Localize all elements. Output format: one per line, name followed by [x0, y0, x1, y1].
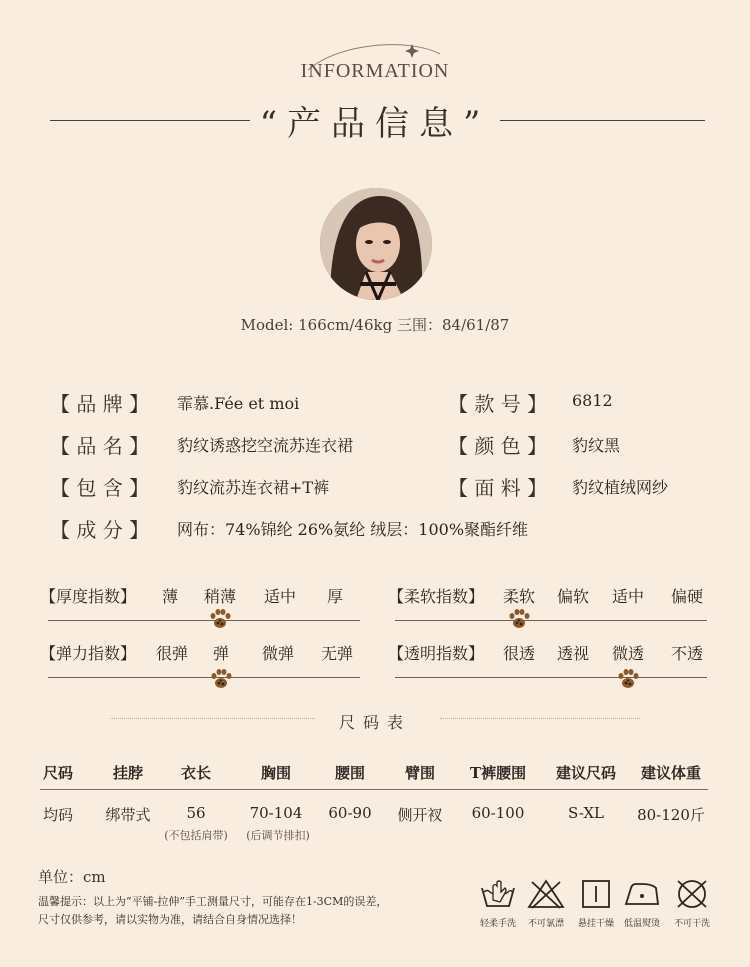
table-header: 建议体重 [640, 764, 701, 782]
thickness-option: 适中 [263, 587, 296, 606]
transparency-scale-line [395, 677, 707, 678]
unit-label: 单位：cm [38, 868, 106, 886]
table-header: T裤腰围 [469, 764, 527, 782]
name-value: 豹纹诱惑挖空流苏连衣裙 [177, 436, 354, 455]
table-title-divider-right [440, 718, 640, 719]
includes-value: 豹纹流苏连衣裙+T裤 [177, 478, 330, 497]
table-header: 胸围 [260, 764, 291, 782]
softness-option: 适中 [611, 587, 644, 606]
table-header: 建议尺码 [555, 764, 616, 782]
includes-label: 【 包 含 】 [50, 476, 150, 500]
elasticity-scale-line [48, 677, 360, 678]
care-label: 低温熨烫 [623, 919, 660, 929]
elasticity-option: 无弹 [320, 644, 353, 663]
length-note: (不包括肩带) [164, 829, 228, 842]
table-header: 衣长 [180, 764, 211, 782]
tip-text: 尺寸仅供参考，请以实物为准，请结合自身情况选择！ [38, 913, 302, 926]
thickness-index-label: 【厚度指数】 [40, 587, 137, 606]
composition-value: 网布：74%锦纶 26%氨纶 绒层：100%聚酯纤维 [177, 520, 529, 539]
care-label: 不可氯漂 [527, 919, 564, 929]
section-title-en: INFORMATION [300, 60, 450, 82]
hang-dry-icon [576, 878, 616, 910]
elasticity-index-label: 【弹力指数】 [40, 644, 137, 663]
style-no-value: 6812 [572, 391, 613, 410]
thickness-option: 厚 [326, 587, 343, 606]
low-iron-icon [622, 878, 662, 910]
no-bleach-icon [526, 878, 566, 910]
hand-wash-icon [478, 878, 518, 910]
model-avatar [320, 188, 432, 300]
table-cell: 侧开衩 [397, 806, 443, 824]
tip-text: 温馨提示：以上为“平铺-拉伸”手工测量尺寸，可能存在1-3CM的误差， [38, 895, 388, 908]
softness-option: 柔软 [502, 587, 535, 606]
paw-marker-icon [507, 607, 531, 631]
paw-marker-icon [209, 667, 233, 691]
table-header: 臂围 [404, 764, 435, 782]
brand-label: 【 品 牌 】 [50, 392, 150, 416]
table-header: 尺码 [42, 764, 73, 782]
color-label: 【 颜 色 】 [448, 434, 548, 458]
elasticity-option: 微弹 [261, 644, 294, 663]
table-header-divider [40, 789, 708, 790]
divider-right [500, 120, 705, 121]
section-title: “产品信息” [259, 104, 491, 144]
thickness-option: 稍薄 [203, 587, 236, 606]
transparency-index-label: 【透明指数】 [388, 644, 485, 663]
table-cell: 绑带式 [105, 806, 151, 824]
color-value: 豹纹黑 [572, 436, 621, 455]
softness-index-label: 【柔软指数】 [388, 587, 485, 606]
name-label: 【 品 名 】 [50, 434, 150, 458]
fabric-label: 【 面 料 】 [448, 476, 548, 500]
brand-value: 霏慕.Fée et moi [177, 394, 300, 413]
table-header: 挂脖 [112, 764, 143, 782]
table-header: 腰围 [334, 764, 365, 782]
table-cell: 80-120斤 [637, 806, 705, 824]
table-cell: 均码 [42, 806, 73, 824]
thickness-scale-line [48, 620, 360, 621]
care-label: 悬挂干燥 [577, 919, 614, 929]
elasticity-option: 很弹 [155, 644, 188, 663]
transparency-option: 透视 [556, 644, 589, 663]
paw-marker-icon [208, 607, 232, 631]
table-cell: 56 [186, 804, 206, 822]
softness-option: 偏软 [556, 587, 589, 606]
size-table-title: 尺码表 [338, 713, 411, 732]
thickness-option: 薄 [161, 587, 178, 606]
table-cell: 60-100 [471, 804, 525, 822]
transparency-option: 不透 [670, 644, 703, 663]
softness-scale-line [395, 620, 707, 621]
care-label: 不可干洗 [673, 919, 710, 929]
transparency-option: 很透 [502, 644, 535, 663]
composition-label: 【 成 分 】 [50, 518, 150, 542]
style-no-label: 【 款 号 】 [448, 392, 548, 416]
transparency-option: 微透 [611, 644, 644, 663]
care-label: 轻柔手洗 [479, 919, 516, 929]
table-cell: 60-90 [328, 804, 372, 822]
paw-marker-icon [616, 667, 640, 691]
softness-option: 偏硬 [670, 587, 703, 606]
fabric-value: 豹纹植绒网纱 [572, 478, 669, 497]
model-measurements: Model: 166cm/46kg 三围：84/61/87 [240, 316, 510, 334]
table-cell: 70-104 [249, 804, 303, 822]
chest-note: (后调节排扣) [246, 829, 310, 842]
no-dry-clean-icon [672, 878, 712, 910]
table-cell: S-XL [568, 804, 604, 822]
elasticity-option: 弹 [212, 644, 229, 663]
